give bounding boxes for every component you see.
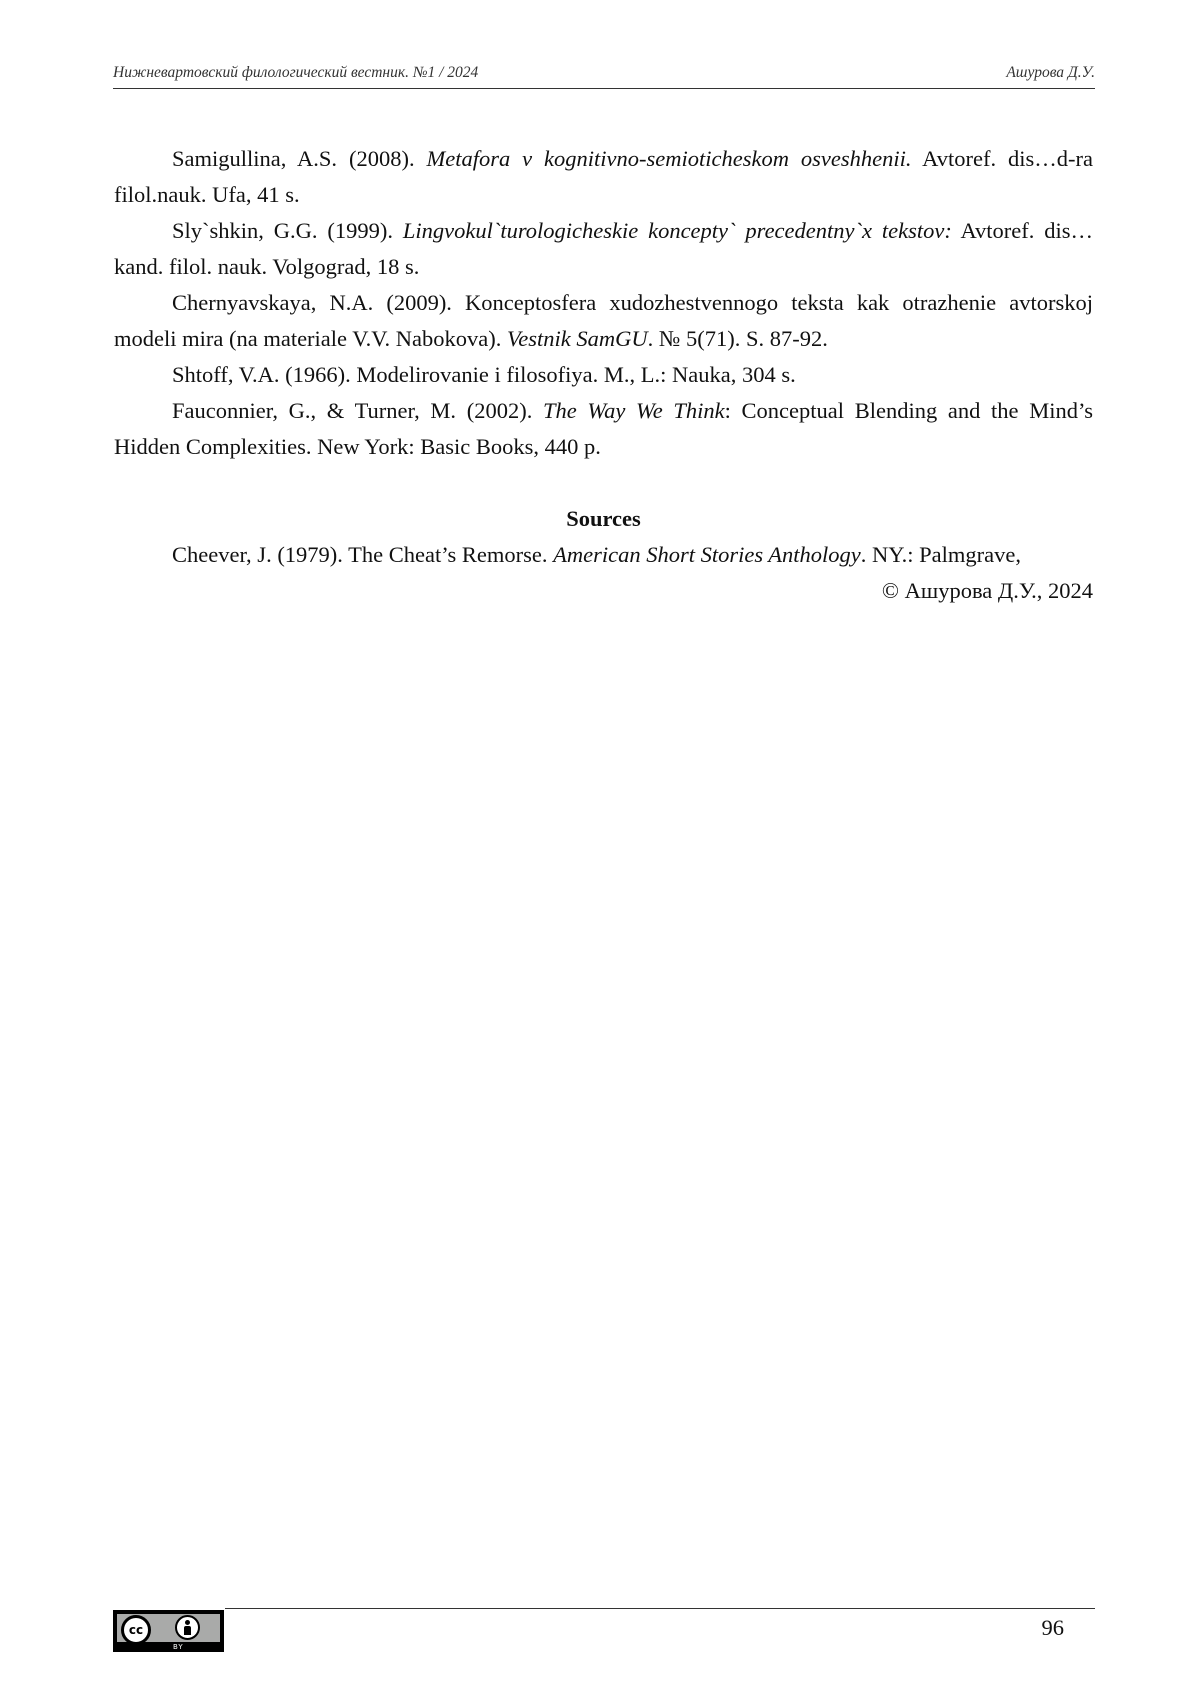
attribution-icon <box>175 1615 200 1640</box>
main-content <box>114 141 1093 609</box>
reference-text: Samigullina, A.S. (2008). <box>172 146 427 171</box>
reference-item <box>114 213 1093 285</box>
reference-title: The Way We Think <box>543 398 725 423</box>
sources-heading: Sources <box>566 506 641 531</box>
reference-text: Chernyavskaya, N.A. (2009). Konceptosfera xudozhestvennogo teksta kak otrazhenie avtorskoj modeli mira (na materiale V.V. Nabokova). <box>114 290 1093 351</box>
reference-text: Fauconnier, G., & Turner, M. (2002). <box>172 398 543 423</box>
article-author: Ашурова Д.У. <box>1006 64 1095 81</box>
reference-item <box>114 141 1093 213</box>
reference-text: Sly`shkin, G.G. (1999). <box>172 218 403 243</box>
footer-divider <box>225 1608 1095 1609</box>
source-text: Cheever, J. (1979). The Cheat’s Remorse. <box>172 542 554 567</box>
running-header <box>113 62 1095 89</box>
reference-text: . № 5(71). S. 87-92. <box>647 326 828 351</box>
attribution-icon-body <box>184 1626 191 1635</box>
reference-title: Metafora v kognitivno-semioticheskom osveshhenii. <box>426 146 912 171</box>
license-by-label: BY <box>173 1643 184 1651</box>
cc-icon: cc <box>121 1615 151 1645</box>
reference-title: Lingvokul`turologicheskie koncepty` precedentny`x tekstov: <box>402 218 952 243</box>
reference-item <box>114 357 1093 393</box>
reference-title: Vestnik SamGU <box>507 326 648 351</box>
reference-item <box>114 285 1093 357</box>
reference-text: Shtoff, V.A. (1966). Modelirovanie i filosofiya. M., L.: Nauka, 304 s. <box>172 362 796 387</box>
copyright-notice: © Ашурова Д.У., 2024 <box>881 578 1093 603</box>
attribution-icon-head <box>185 1620 190 1625</box>
reference-item <box>114 393 1093 465</box>
source-text: . NY.: Palmgrave, <box>860 542 1021 567</box>
source-item <box>114 537 1093 573</box>
reference-text: : Conceptual Blending and the Mind’s Hidden Complexities. New York: Basic Books, 440 p. <box>114 398 1093 459</box>
page-number: 96 <box>1041 1615 1064 1640</box>
cc-by-icon[interactable] <box>113 1610 224 1652</box>
source-title: American Short Stories Anthology <box>553 542 861 567</box>
reference-text: Avtoref. dis… kand. filol. nauk. Volgograd, 18 s. <box>114 218 1093 279</box>
reference-text: Avtoref. dis…d-ra filol.nauk. Ufa, 41 s. <box>114 146 1093 207</box>
journal-title: Нижневартовский филологический вестник. №1 / 2024 <box>113 64 479 81</box>
